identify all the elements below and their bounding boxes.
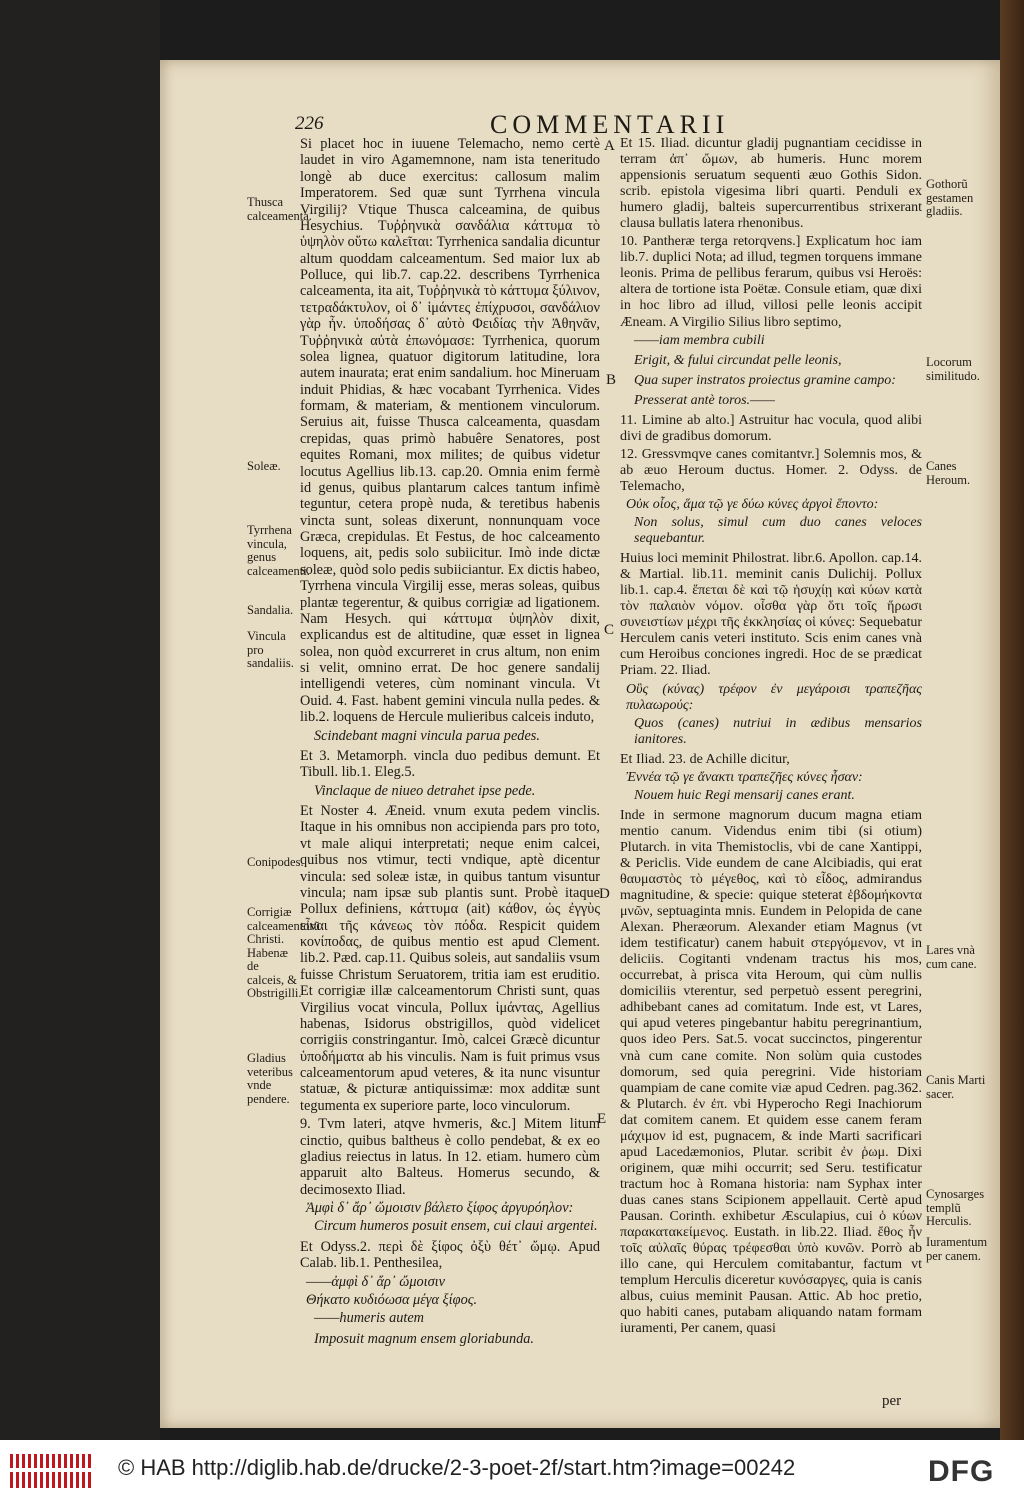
verse-quotation: Erigit, & fului circundat pelle leonis, xyxy=(634,352,842,368)
greek-quotation: Οὓς (κύνας) τρέφον ἐν μεγάροισι τραπεζῆας πυλαωρούς: xyxy=(626,681,922,713)
verse-quotation: ——iam membra cubili xyxy=(634,332,765,348)
sidenote-lares: Lares vnà cum cane. xyxy=(926,943,977,971)
hab-logo-icon[interactable] xyxy=(8,1448,96,1494)
verse-quotation: Quos (canes) nutriui in ædibus mensarios ianitores. xyxy=(634,715,922,747)
text-paragraph: Et Iliad. 23. de Achille dicitur, xyxy=(620,751,790,767)
copyright-url-link[interactable]: © HAB http://diglib.hab.de/drucke/2-3-poet-2f/start.htm?image=00242 xyxy=(118,1455,796,1480)
sidenote-vincula: Vincula pro sandaliis. xyxy=(247,629,294,670)
margin-letter-d: D xyxy=(599,886,610,902)
greek-quotation: ——ἀμφὶ δ᾽ ἄρ᾽ ὤμοισιν xyxy=(306,1273,446,1290)
sidenote-gothorum: Gothorũ gestamen gladiis. xyxy=(926,177,974,218)
text-paragraph: 9. Tvm lateri, atqve hvmeris, &c.] Mitem litum cinctio, quibus baltheus è collo pendebat, & ex eo gladius reiectus in latus. In 12. etiam. humero cùm apparuit alto Balteus. Homerus secundo, & decimosexto Iliad. xyxy=(300,1116,600,1198)
margin-letter-c: C xyxy=(604,622,615,638)
verse-quotation: Qua super instratos proiectus gramine campo: xyxy=(634,372,896,388)
sidenote-cynosarges: Cynosarges templũ Herculis. xyxy=(926,1187,985,1228)
page-gutter-strip xyxy=(1000,0,1024,1440)
catchword: per xyxy=(882,1393,902,1409)
verse-quotation: Circum humeros posuit ensem, cui claui argentei. xyxy=(314,1218,598,1235)
sidenote-canes: Canes Heroum. xyxy=(926,459,971,487)
sidenote-gladius: Gladius veteribus vnde pendere. xyxy=(247,1051,293,1106)
verse-quotation: Imposuit magnum ensem gloriabunda. xyxy=(314,1330,535,1347)
margin-letter-b: B xyxy=(606,372,617,388)
left-text-column xyxy=(300,136,600,1351)
running-head: COMMENTARII xyxy=(490,110,730,139)
sidenote-corrigiae: Corrigiæ calceamentorũ Christi. Habenæ de calceis, & Obstrigilli. xyxy=(247,905,320,1000)
sidenote-iuramentum: Iuramentum per canem. xyxy=(926,1235,988,1263)
right-text-column xyxy=(620,136,922,1339)
text-paragraph: Et 15. Iliad. dicuntur gladij pugnantiam cecidisse in terram ἀπ᾽ ὤμων, ab humeris. Hunc morem appensionis seruatum sequenti æuo Gothis Sidon. scrib. epistola vigesima libri quarti. Penduli ex humero gladij, balteis supercurrentibus strixerant clausa bullatis latera rhenonibus. xyxy=(620,136,922,232)
text-paragraph: Et 3. Metamorph. vincla duo pedibus demunt. Et Tibull. lib.1. Eleg.5. xyxy=(300,747,600,781)
text-paragraph: 12. Gressvmqve canes comitantvr.] Solemnis mos, & ab æuo Heroum ductus. Homer. 2. Odyss. de Telemacho, xyxy=(620,446,922,494)
greek-quotation: Ἀμφὶ δ᾽ ἄρ᾽ ὤμοισιν βάλετο ξίφος ἀργυρόηλον: xyxy=(306,1200,574,1216)
greek-quotation: Θήκατο κυδιόωσα μέγα ξίφος. xyxy=(306,1291,478,1308)
verse-quotation: ——humeris autem xyxy=(314,1310,425,1327)
verse-quotation: Presserat antè toros.—— xyxy=(634,392,775,408)
sidenote-tyrrhena: Tyrrhena vincula, genus calceamenti. xyxy=(247,523,310,578)
text-paragraph: 11. Limine ab alto.] Astruitur hac vocula, quod alibi divi de gradibus domorum. xyxy=(620,412,922,444)
greek-quotation: Ἐννέα τῷ γε ἄνακτι τραπεζῆες κύνες ἦσαν: xyxy=(626,769,863,785)
text-paragraph: Et Noster 4. Æneid. vnum exuta pedem vinclis. Itaque in his omnibus non accipienda pars pro toto, vt male aliqui interpretati; neque enim calcei, quibus nos vtimur, tecti vndique, aptè dicentur vincula: sed soleæ istæ, in quibus tantum visuntur vincula; nam ipsæ sub plantis sunt. Probè itaque Pollux definiens, κάττυμα (ait) κάθον, ὡς ἐγγὺς εἶναι τῆς κάνεως τὸν πόδα. Respicit quidem κονίποδας, de quibus mentio est apud Clement. lib.2. Pæd. cap.11. Quibus soleis, aut sandaliis vsum fuisse Christum Seruatorem, tritia iam est eruditio. Et corrigiæ illæ calceamentorum Christi sunt, quas Virgilius vocat vincula, Pollux ἱμάντας, Agellius habenas, Isidorus obstrigillos, quòd videlicet corrigiis constringantur. Imò, calcei Græcè dicuntur ὑποδήματα ab his vinculis. Nam is fuit primus vsus calceamentorum apud veteres, & ita nunc visuntur statuæ, & picturæ antiquissimæ: mox additæ sunt tegumenta ex superiore parte, loco vinculorum. xyxy=(300,803,600,1114)
margin-letter-a: A xyxy=(604,138,615,154)
page-number: 226 xyxy=(295,113,324,134)
verse-quotation: Non solus, simul cum duo canes veloces sequebantur. xyxy=(634,515,922,547)
sidenote-canis-marti: Canis Marti sacer. xyxy=(926,1073,986,1101)
text-paragraph: Et Odyss.2. περὶ δὲ ξίφος ὀξὺ θέτ᾽ ὤμῳ. Apud Calab. lib.1. Penthesilea, xyxy=(300,1238,600,1272)
text-paragraph: Si placet hoc in iuuene Telemacho, nemo certè laudet in viro Agamemnone, nam ista teneritudo longè ab duce exercitus: callosum malim Imperatorem. Sed quæ sunt Tyrrhena vincula Virgilij? Vtique Thusca calceamina, de quibus Hesychius. Τυῤῥηνικὰ σανδάλια κάττυμα τὸ ὑψηλὸν οὕτω καλεῖται: Tyrrhenica sandalia dicuntur altum quoddam calceamentum. Sed maior lux ab Polluce, qui lib.7. cap.22. describens Tyrrhenica calceamenta, ita ait, Τυῤῥηνικὰ τὸ κάττυμα ξύλινον, τετραδάκτυλον, οἱ δ᾽ ἱμάντες ἐπίχρυσοι, σανδάλιον γὰρ ἦν. ὑποδήσας δ᾽ αὐτὸ Φειδίας τὴν Ἀθηνᾶν, Τυῤῥηνικὰ αὐτὰ ἐπωνόμασε: Tyrrhenica, quorum solea lignea, quatuor digitorum latitudine, lora autem inaurata; erat enim sandalium. hoc Mineruam induit Phidias, & hæc vocabant Tyrrhenica. Vides formam, & materiam, & mentionem vinculorum. Seruius ait, fuisse Thusca calceamenta, quasdam crepidas, quas primò habuêre Senatores, post equites Romani, mox milites; de quibus videtur locutus Agellius lib.13. cap.20. Omnia enim fermè id genus, quibus plantarum calces tantum infimè teguntur, cetera propè nuda, & teretibus habenis vincta sunt, soleas dixerunt, nonnunquam voce Græca, crepidulas. Et Festus, de hoc calceamento loquens, ait, pedis solo subiicitur. Imò inde dictæ soleæ, quòd solo pedis subiiciantur. Ex dictis habeo, Tyrrhena vincula Virgilij esse, meras soleas, quibus plantæ tegerentur, & quibus corrigiæ ad ligationem. Nam Hesych. qui κάττυμα ὑψηλὸν dixit, explicandus est de altitudine, quæ esset in lignea solea, non quòd excurreret in crus altum, non enim si velit, omnino errat. De hoc genere sandalij intelligendi veteres, cùm nominant vincula. Vt Ouid. 4. Fast. habent gemini vincula nulla pedes. & lib.2. loquens de Hercule mulieribus calceis induto, xyxy=(300,136,600,726)
verse-quotation: Vinclaque de niueo detrahet ipse pede. xyxy=(314,782,536,799)
text-paragraph: 10. Pantheræ terga retorqvens.] Explicatum hoc iam lib.7. duplici Nota; ad illud, tegmen torquens immane leonis. Prima de pellibus ferarum, quibus vsi Heroës: altera de tortione ista Poëtæ. Consule etiam, quæ dixi in hoc libro ad illud, villosi pelle leonis accipit Æneam. A Virgilio Silius libro septimo, xyxy=(620,234,922,330)
margin-letter-e: E xyxy=(597,1111,607,1127)
verse-quotation: Nouem huic Regi mensarij canes erant. xyxy=(634,787,855,803)
dfg-logo[interactable]: DFG xyxy=(928,1455,995,1488)
book-binding-edge xyxy=(0,0,160,1440)
verse-quotation: Scindebant magni vincula parua pedes. xyxy=(314,727,540,744)
sidenote-sandalia: Sandalia. xyxy=(247,603,294,617)
sidenote-thusca: Thusca calceamenta. xyxy=(247,195,312,223)
text-paragraph: Huius loci meminit Philostrat. libr.6. Apollon. cap.14. & Martial. lib.11. meminit canis Dulichij. Pollux lib.1. cap.4. ἔπεται δὲ καὶ τῷ ἡσυχίῃ καὶ κύων κατὰ τὸν παλαιὸν νόμον. οἶσθα γὰρ ὅτι τοῖς ἥρωσι συνειστίων μέχρι τῆς ἐκκλησίας οἱ κύνες: Sequebatur Herculem canis veteri instituto. Scis enim canes vnà cum Heroibus conciones ingredi. Hoc de se prædicat Priam. 22. Iliad. xyxy=(620,551,922,679)
greek-quotation: Οὐκ οἶος, ἅμα τῷ γε δύω κύνες ἀργοὶ ἕποντο: xyxy=(626,496,879,512)
sidenote-locorum: Locorum similitudo. xyxy=(926,355,980,383)
sidenote-conipodes: Conipodes. xyxy=(247,855,304,869)
sidenote-soleae: Soleæ. xyxy=(247,459,281,473)
text-paragraph: Inde in sermone magnorum ducum magna etiam mentio canum. Videndus enim tibi (si otium) Plutarch. in vita Themistoclis, vbi de cane Xantippi, & Periclis. Vide eundem de cane Alcibiadis, qui erat θαυμαστὸς τὸ μέγεθος, καὶ τὸ εἶδος, admirandus magnitudine, & specie: quique steterat ἑβδομήκοντα μνῶν, septuaginta mnis. Eundem in Pelopida de cane Alexan. Pheræorum. Alexander etiam Magnus (vt idem testificatur) canem habuit στεργόμενον, vt in deliciis. Cogitanti vndenam tractus his mos, occurrebat, à prisca vita Heroum, qui cùm nullis domiciliis vterentur, sed perpetuò essent peregrini, adhibebant canes ad comitatum. Inde est, vt Lares, qui apud veteres pingebantur habitu peregrinantium, quos ideo Pers. Sat.5. vocat succinctos, pingerentur vnà cum cane comite. Non solùm quia custodes domorum, sed quia peregrini. Vide historiam quampiam de cane comite viæ apud Cedren. pag.362. & Plutarch. ἐν ἐπ. vbi Hyperocho Regi Inachiorum dat comitem canem. Et quidem esse canem feram μάχιμον id est, pugnacem, & inde Marti sacrificari apud Lacedæmonios, Plutar. scribit ἐν ῥωμ. Dixi originem, quæ mihi occurrit; sed Seru. testificatur tractum hoc à Romana historia: nam Syphax inter duas canes stans Scipionem appellauit. Certè apud Pausan. Corinth. exhibetur Æsculapius, cui ὁ κύων παρακατακείμενος. Eustath. in lib.22. Iliad. ἔθος ἦν τοῖς αὐλαῖς θύρας τρέφεσθαι ὑπὸ κυνῶν. Porrò ab illo cane, qui Herculem comitabantur, factum vt templum Herculis diceretur κυνόσαργες, quia is canis albus, cuius meminit Pausan. Attic. Ab hoc pretio, quo habiti canes, putabam aliquando natam formam iuramenti, Per canem, quasi xyxy=(620,807,922,1337)
